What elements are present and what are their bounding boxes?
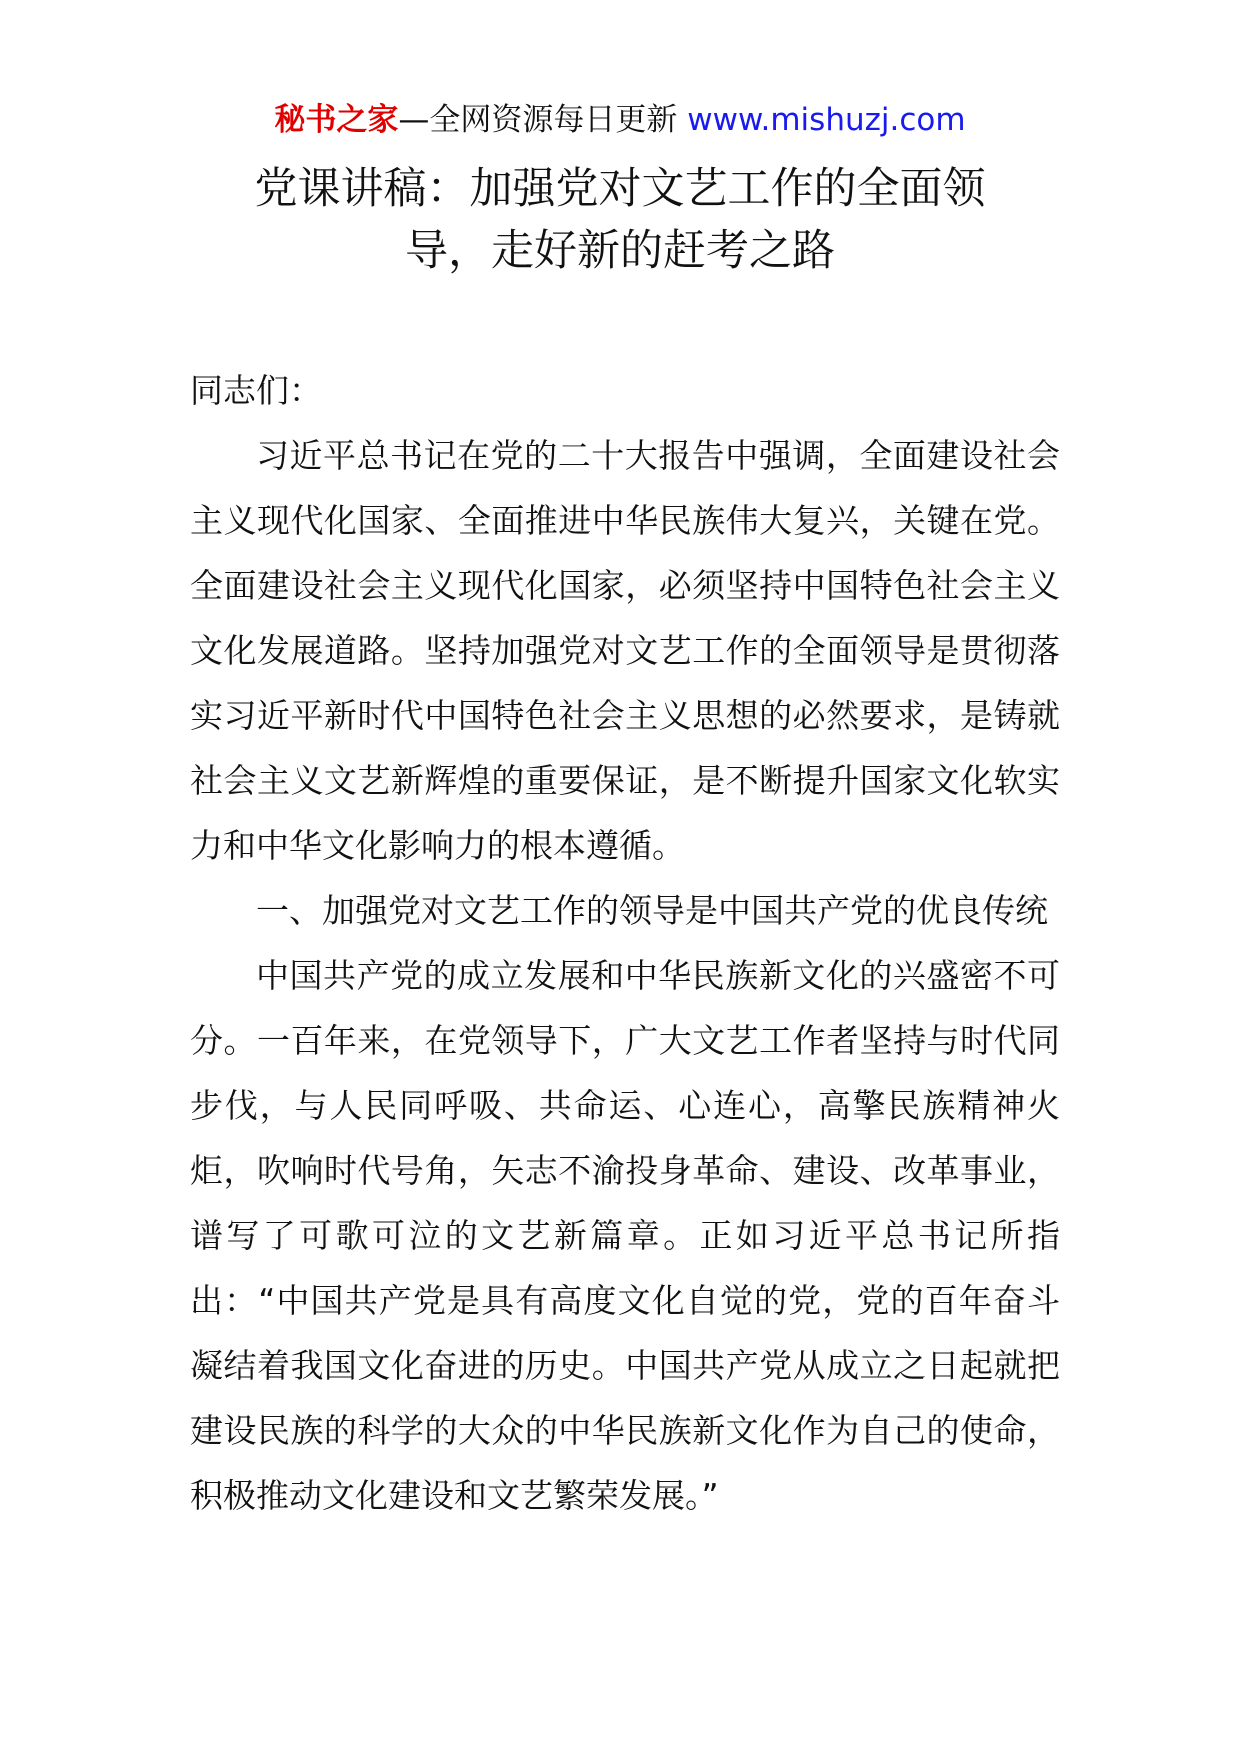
page-title [190,158,1050,282]
title-line-2: 导，走好新的赶考之路 [405,226,835,276]
site-tagline: —全网资源每日更新 [398,102,678,138]
salutation: 同志们： [190,371,322,410]
document-body [190,358,1060,1528]
intro-paragraph: 习近平总书记在党的二十大报告中强调，全面建设社会主义现代化国家、全面推进中华民族伟大复兴，关键在党。全面建设社会主义现代化国家，必须坚持中国特色社会主义文化发展道路。坚持加强党对文艺工作的全面领导是贯彻落实习近平新时代中国特色社会主义思想的必然要求，是铸就社会主义文艺新辉煌的重要保证，是不断提升国家文化软实力和中华文化影响力的根本遵循。 [190,436,1060,865]
site-url-link[interactable]: www.mishuzj.com [687,102,966,138]
section-paragraph: 中国共产党的成立发展和中华民族新文化的兴盛密不可分。一百年来，在党领导下，广大文艺工作者坚持与时代同步伐，与人民同呼吸、共命运、心连心，高擎民族精神火炬，吹响时代号角，矢志不渝投身革命、建设、改革事业，谱写了可歌可泣的文艺新篇章。正如习近平总书记所指出：“中国共产党是具有高度文化自觉的党，党的百年奋斗凝结着我国文化奋进的历史。中国共产党从成立之日起就把建设民族的科学的大众的中华民族新文化作为自己的使命，积极推动文化建设和文艺繁荣发展。” [190,956,1060,1515]
section-heading: 一、加强党对文艺工作的领导是中国共产党的优良传统 [256,891,1048,930]
site-brand: 秘书之家 [274,102,399,138]
site-header [0,100,1240,140]
title-line-1: 党课讲稿：加强党对文艺工作的全面领 [254,164,986,214]
